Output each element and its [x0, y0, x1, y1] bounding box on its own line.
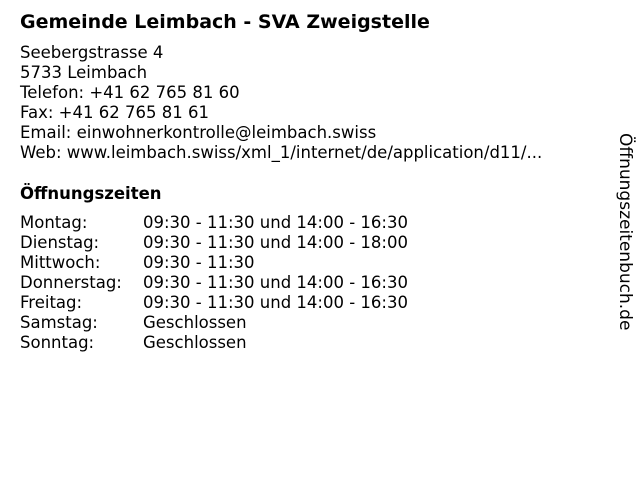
email-line: Email: einwohnerkontrolle@leimbach.swiss	[20, 123, 377, 142]
day-label: Montag:	[20, 213, 88, 232]
day-label: Dienstag:	[20, 233, 100, 252]
time-value: 09:30 - 11:30 und 14:00 - 18:00	[143, 233, 408, 252]
page-title: Gemeinde Leimbach - SVA Zweigstelle	[20, 11, 430, 33]
day-label: Donnerstag:	[20, 273, 122, 292]
time-value: 09:30 - 11:30 und 14:00 - 16:30	[143, 213, 408, 232]
time-value: Geschlossen	[143, 313, 247, 332]
web-line: Web: www.leimbach.swiss/xml_1/internet/de/application/d11/...	[20, 143, 543, 162]
day-label: Samstag:	[20, 313, 98, 332]
address-city: 5733 Leimbach	[20, 63, 148, 82]
time-value: 09:30 - 11:30 und 14:00 - 16:30	[143, 273, 408, 292]
time-value: 09:30 - 11:30	[143, 253, 255, 272]
day-label: Freitag:	[20, 293, 83, 312]
day-label: Mittwoch:	[20, 253, 101, 272]
phone-line: Telefon: +41 62 765 81 60	[20, 83, 240, 102]
hours-heading: Öffnungszeiten	[20, 184, 162, 203]
day-label: Sonntag:	[20, 333, 95, 352]
address-street: Seebergstrasse 4	[20, 43, 164, 62]
fax-line: Fax: +41 62 765 81 61	[20, 103, 209, 122]
time-value: 09:30 - 11:30 und 14:00 - 16:30	[143, 293, 408, 312]
time-value: Geschlossen	[143, 333, 247, 352]
contact-block	[20, 43, 542, 163]
site-watermark: Öffnungszeitenbuch.de	[615, 133, 635, 331]
